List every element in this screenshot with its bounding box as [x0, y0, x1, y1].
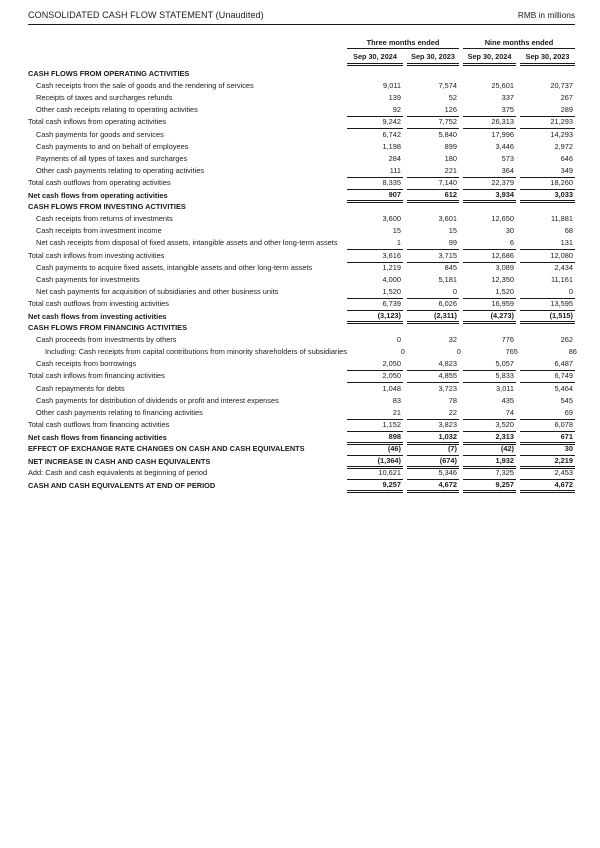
row-value: 262	[560, 335, 573, 345]
table-row	[28, 347, 575, 359]
row-value: 9,242	[347, 117, 403, 129]
row-value: 6	[463, 238, 516, 250]
row-label: Cash receipts from returns of investments	[36, 214, 173, 224]
row-value: (46)	[347, 444, 403, 456]
row-value: 845	[444, 262, 457, 272]
table-row	[28, 81, 575, 93]
row-value: 139	[388, 93, 401, 103]
row-value: 9,011	[383, 81, 401, 91]
row-value: (1,364)	[347, 456, 403, 469]
table-row	[28, 359, 575, 371]
row-value: 12,650	[491, 214, 514, 224]
row-label: Cash payments to acquire fixed assets, intangible assets and other long-term assets	[36, 262, 313, 272]
row-value: 3,823	[407, 420, 459, 432]
row-value: 3,446	[495, 141, 514, 151]
statement-rows	[28, 69, 575, 492]
row-value: 69	[520, 408, 575, 420]
row-value: 11,161	[550, 274, 573, 284]
row-value: 15	[448, 226, 457, 236]
row-value: 545	[560, 395, 573, 405]
row-value: 612	[407, 190, 459, 203]
row-label: Cash receipts from investment income	[36, 226, 162, 236]
row-label: Payments of all types of taxes and surcharges	[36, 153, 188, 163]
column-header: Sep 30, 2024	[347, 50, 403, 66]
row-value: 375	[463, 105, 516, 117]
section-header-row	[28, 323, 575, 335]
row-value: 0	[396, 335, 401, 345]
table-row	[28, 299, 575, 311]
row-value: 3,601	[438, 214, 457, 224]
row-value: 22	[407, 408, 459, 420]
row-value: 2,313	[463, 432, 516, 445]
row-value: 4,000	[382, 274, 401, 284]
section-header-row	[28, 202, 575, 214]
row-value: 4,672	[407, 480, 459, 493]
row-value: 267	[560, 93, 573, 103]
row-value: 30	[505, 226, 514, 236]
row-value: 3,723	[438, 383, 457, 393]
row-value: 5,181	[438, 274, 457, 284]
row-value: 20,737	[550, 81, 573, 91]
document-title: CONSOLIDATED CASH FLOW STATEMENT (Unaudited)	[28, 10, 264, 20]
row-label: Total cash inflows from operating activities	[28, 117, 167, 127]
row-value: (2,311)	[407, 311, 459, 324]
row-value: 83	[392, 395, 401, 405]
row-value: 68	[564, 226, 573, 236]
row-value: 21,293	[520, 117, 575, 129]
column-header: Sep 30, 2023	[407, 50, 459, 66]
row-value: 5,833	[463, 371, 516, 383]
table-row	[28, 275, 575, 287]
row-value: 14,293	[550, 129, 573, 139]
row-label: CASH FLOWS FROM FINANCING ACTIVITIES	[28, 323, 188, 333]
row-value: 5,840	[438, 129, 457, 139]
row-label: Cash repayments for debts	[36, 383, 125, 393]
row-label: Total cash outflows from financing activities	[28, 419, 170, 429]
row-value: 2,434	[554, 262, 573, 272]
row-value: 646	[560, 153, 573, 163]
row-value: 3,033	[520, 190, 575, 203]
statement-table	[28, 38, 575, 492]
row-value: 3,089	[495, 262, 514, 272]
row-value: 2,219	[520, 456, 575, 469]
row-value: 6,742	[382, 129, 401, 139]
table-row	[28, 408, 575, 420]
row-value: 0	[520, 287, 575, 299]
row-label: Cash receipts from the sale of goods and the rendering of services	[36, 81, 254, 91]
row-value: 349	[520, 166, 575, 178]
row-value: 671	[520, 432, 575, 445]
row-value: 1,219	[382, 262, 401, 272]
row-value: 3,934	[463, 190, 516, 203]
row-value: 0	[400, 347, 405, 357]
row-label: Cash payments for goods and services	[36, 129, 164, 139]
row-value: 18,260	[520, 178, 575, 190]
row-value: 0	[407, 287, 459, 299]
row-value: 7,752	[407, 117, 459, 129]
row-value: 126	[407, 105, 459, 117]
row-value: 10,621	[347, 468, 403, 480]
row-label: Net cash receipts from disposal of fixed assets, intangible assets and other long-term assets	[36, 238, 338, 248]
row-label: CASH FLOWS FROM INVESTING ACTIVITIES	[28, 202, 186, 212]
row-value: 1	[347, 238, 403, 250]
row-value: 12,686	[463, 250, 516, 262]
row-value: 4,672	[520, 480, 575, 493]
row-value: 898	[347, 432, 403, 445]
row-value: 111	[347, 166, 403, 178]
row-value: 5,057	[463, 359, 516, 371]
row-label: CASH FLOWS FROM OPERATING ACTIVITIES	[28, 69, 190, 79]
table-row	[28, 335, 575, 347]
row-value: 435	[501, 395, 514, 405]
table-row	[28, 117, 575, 129]
column-header: Sep 30, 2024	[463, 50, 516, 66]
row-value: (674)	[407, 456, 459, 469]
table-row	[28, 263, 575, 275]
row-value: 25,601	[491, 81, 514, 91]
column-header: Sep 30, 2023	[520, 50, 575, 66]
table-row	[28, 383, 575, 395]
row-label: Cash receipts from borrowings	[36, 359, 137, 369]
table-row	[28, 432, 575, 444]
row-label: Total cash outflows from operating activities	[28, 177, 171, 187]
row-value: 22,379	[463, 178, 516, 190]
row-value: 4,823	[407, 359, 459, 371]
row-value: 12,350	[491, 274, 514, 284]
row-value: (3,123)	[347, 311, 403, 324]
group-header-spacer	[28, 38, 343, 49]
row-value: 2,453	[520, 468, 575, 480]
table-row	[28, 226, 575, 238]
table-row	[28, 214, 575, 226]
row-value: (4,273)	[463, 311, 516, 324]
row-label: Cash proceeds from investments by others	[36, 335, 177, 345]
table-group-headers	[28, 38, 575, 49]
table-row	[28, 129, 575, 141]
row-value: 907	[347, 190, 403, 203]
row-value: 1,520	[463, 287, 516, 299]
row-value: 13,595	[520, 299, 575, 311]
row-value: 86	[568, 347, 577, 357]
row-value: 4,855	[407, 371, 459, 383]
row-value: 9,257	[347, 480, 403, 493]
section-header-row	[28, 69, 575, 81]
row-value: 7,574	[438, 81, 457, 91]
row-label: Total cash inflows from financing activities	[28, 371, 165, 381]
row-value: 7,140	[407, 178, 459, 190]
table-row	[28, 456, 575, 468]
currency-unit-label: RMB in millions	[517, 10, 575, 20]
table-row	[28, 287, 575, 299]
table-row	[28, 420, 575, 432]
row-value: 5,346	[407, 468, 459, 480]
table-row	[28, 105, 575, 117]
row-value: (1,515)	[520, 311, 575, 324]
table-row	[28, 311, 575, 323]
table-row	[28, 238, 575, 250]
row-value: 7,325	[463, 468, 516, 480]
table-row	[28, 371, 575, 383]
row-value: 1,152	[347, 420, 403, 432]
row-value: 21	[347, 408, 403, 420]
table-column-headers	[28, 50, 575, 66]
row-label: Receipts of taxes and surcharges refunds	[36, 93, 173, 103]
row-value: 3,600	[382, 214, 401, 224]
row-value: 9,257	[463, 480, 516, 493]
row-value: 3,520	[463, 420, 516, 432]
row-value: 6,078	[520, 420, 575, 432]
table-row	[28, 396, 575, 408]
row-value: (7)	[407, 444, 459, 456]
row-value: 573	[501, 153, 514, 163]
row-value: 52	[448, 93, 457, 103]
row-label: CASH AND CASH EQUIVALENTS AT END OF PERIOD	[28, 481, 216, 491]
row-label: Other cash payments relating to financing activities	[36, 407, 203, 417]
row-value: 1,032	[407, 432, 459, 445]
row-value: 15	[392, 226, 401, 236]
row-value: 3,616	[347, 250, 403, 262]
table-row	[28, 178, 575, 190]
table-row	[28, 154, 575, 166]
table-row	[28, 190, 575, 202]
row-value: 30	[520, 444, 575, 456]
row-label: Other cash payments relating to operating activities	[36, 165, 205, 175]
row-label: Total cash outflows from investing activities	[28, 298, 169, 308]
table-row	[28, 480, 575, 492]
row-label: Cash payments for investments	[36, 274, 140, 284]
row-value: 92	[347, 105, 403, 117]
row-value: 284	[388, 153, 401, 163]
row-value: 364	[463, 166, 516, 178]
row-label: Net cash flows from investing activities	[28, 311, 167, 321]
row-label: NET INCREASE IN CASH AND CASH EQUIVALENTS	[28, 457, 211, 466]
row-value: (42)	[463, 444, 516, 456]
row-value: 2,050	[347, 371, 403, 383]
row-label: Including: Cash receipts from capital contributions from minority shareholders of subsidiaries	[45, 347, 347, 357]
column-header-spacer	[28, 50, 343, 66]
row-value: 0	[456, 347, 461, 357]
row-value: 1,198	[382, 141, 401, 151]
row-value: 2,050	[347, 359, 403, 371]
row-value: 6,026	[407, 299, 459, 311]
table-row	[28, 93, 575, 105]
row-value: 74	[463, 408, 516, 420]
document-header	[28, 10, 575, 25]
row-label: Cash payments for distribution of dividends or profit and interest expenses	[36, 395, 279, 405]
table-row	[28, 250, 575, 262]
row-label: Add: Cash and cash equivalents at beginning of period	[28, 468, 208, 478]
row-value: 17,996	[491, 129, 514, 139]
row-value: 899	[444, 141, 457, 151]
row-value: 32	[448, 335, 457, 345]
row-value: 6,739	[347, 299, 403, 311]
row-value: 6,487	[520, 359, 575, 371]
row-value: 289	[520, 105, 575, 117]
row-value: 221	[407, 166, 459, 178]
row-value: 1,932	[463, 456, 516, 469]
table-row	[28, 142, 575, 154]
row-value: 765	[505, 347, 518, 357]
row-value: 131	[520, 238, 575, 250]
row-label: EFFECT OF EXCHANGE RATE CHANGES ON CASH AND CASH EQUIVALENTS	[28, 444, 305, 453]
table-row	[28, 166, 575, 178]
row-value: 180	[444, 153, 457, 163]
row-value: 12,080	[520, 250, 575, 262]
row-value: 11,881	[550, 214, 573, 224]
row-value: 2,972	[554, 141, 573, 151]
group-header-three-months: Three months ended	[347, 38, 459, 49]
row-value: 3,011	[496, 383, 514, 393]
group-header-nine-months: Nine months ended	[463, 38, 575, 49]
row-label: Cash payments to and on behalf of employees	[36, 141, 189, 151]
row-value: 5,464	[554, 383, 573, 393]
row-value: 337	[501, 93, 514, 103]
row-value: 1,048	[382, 383, 401, 393]
row-label: Net cash payments for acquisition of subsidiaries and other business units	[36, 286, 279, 296]
row-label: Net cash flows from financing activities	[28, 432, 167, 442]
row-value: 16,959	[463, 299, 516, 311]
row-value: 776	[501, 335, 514, 345]
row-label: Other cash receipts relating to operating activities	[36, 105, 198, 115]
row-value: 78	[448, 395, 457, 405]
table-row	[28, 444, 575, 456]
row-value: 6,749	[520, 371, 575, 383]
row-value: 26,313	[463, 117, 516, 129]
row-value: 3,715	[407, 250, 459, 262]
row-label: Net cash flows from operating activities	[28, 190, 168, 200]
row-label: Total cash inflows from investing activities	[28, 250, 165, 260]
row-value: 1,520	[347, 287, 403, 299]
row-value: 8,335	[347, 178, 403, 190]
row-value: 99	[407, 238, 459, 250]
table-row	[28, 468, 575, 480]
